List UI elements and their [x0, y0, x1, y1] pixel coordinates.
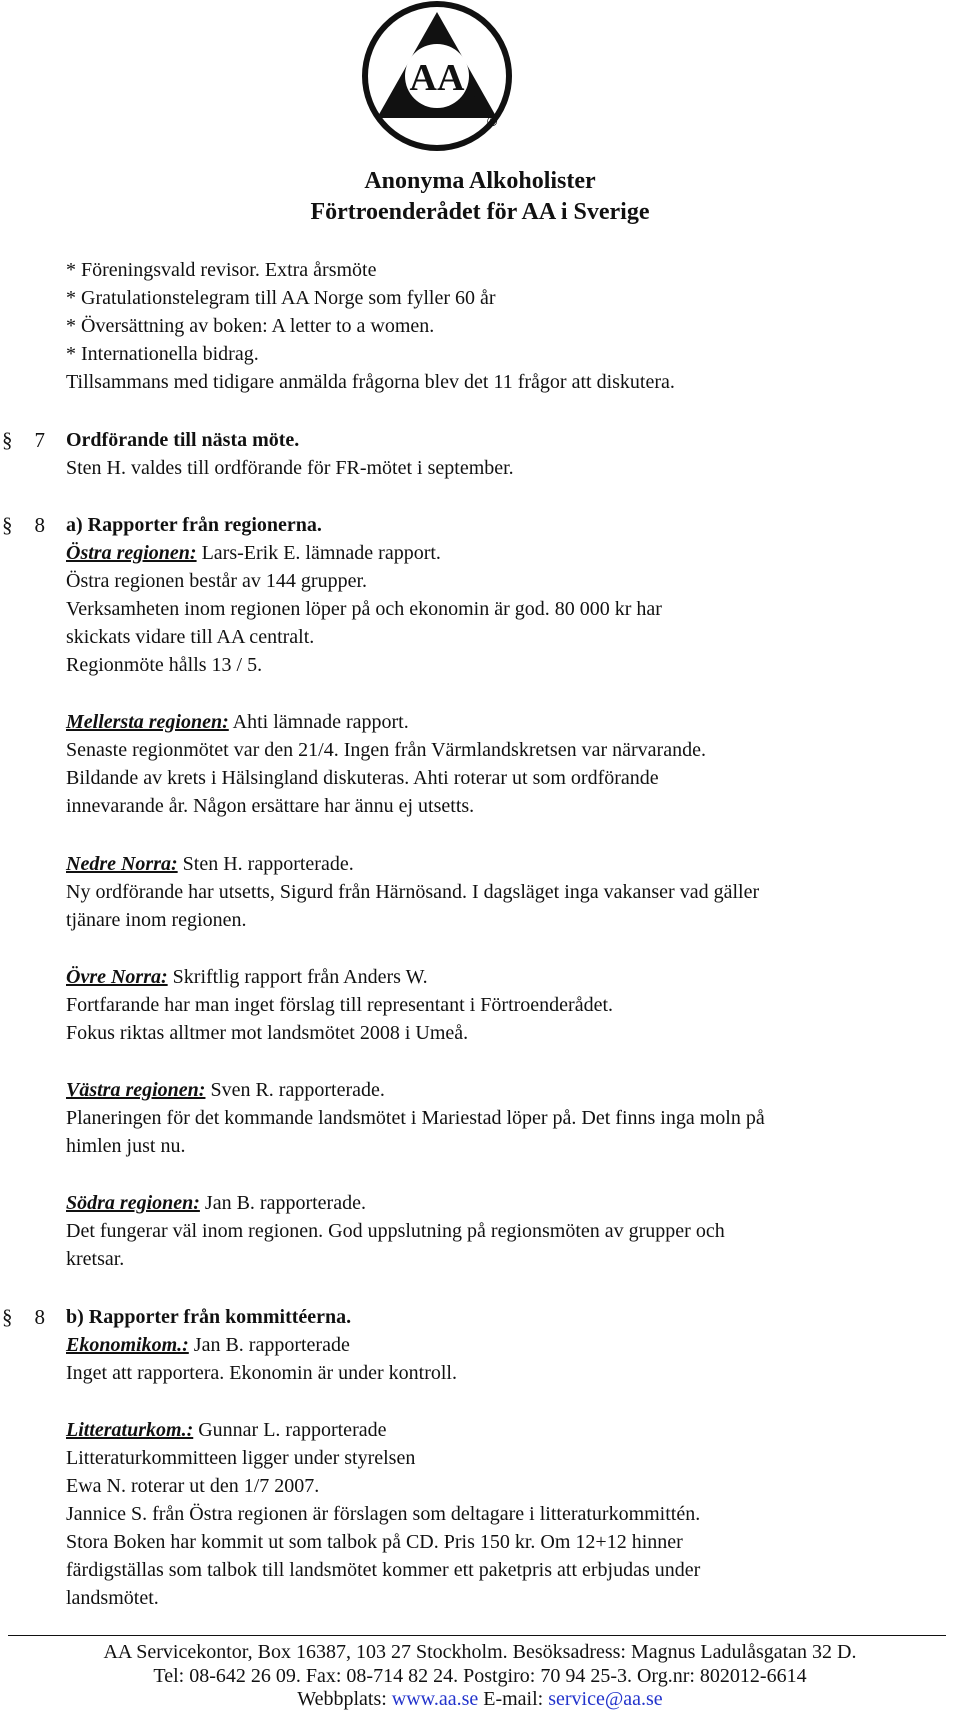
section-8a-heading: a) Rapporter från regionerna. [66, 514, 322, 536]
nedre-line: Nedre Norra: Sten H. rapporterade. [66, 853, 354, 875]
logo-text: AA [409, 57, 465, 99]
ovre-label: Övre Norra: [66, 966, 168, 988]
mellersta-text: Bildande av krets i Hälsingland diskuteras. Ahti roterar ut som ordförande [66, 767, 659, 789]
ostra-text: Östra regionen består av 144 grupper. [66, 570, 368, 592]
litteratur-text: färdigställas som talbok till landsmötet kommer ett paketpris att erbjudas under [66, 1559, 701, 1581]
sodra-label: Södra regionen: [66, 1192, 200, 1214]
ekonomi-line: Ekonomikom.: Jan B. rapporterade [66, 1334, 350, 1356]
litteratur-text: Ewa N. roterar ut den 1/7 2007. [66, 1475, 320, 1497]
vastra-text: Planeringen för det kommande landsmötet i Mariestad löper på. Det finns inga moln på [66, 1107, 765, 1129]
litteratur-line: Litteraturkom.: Gunnar L. rapporterade [66, 1419, 387, 1441]
intro-line: * Internationella bidrag. [66, 343, 259, 365]
section-7-text: Sten H. valdes till ordförande för FR-mötet i september. [66, 457, 514, 479]
footer-contact: Tel: 08-642 26 09. Fax: 08-714 82 24. Postgiro: 70 94 25-3. Org.nr: 802012-6614 [153, 1665, 807, 1687]
litteratur-text: landsmötet. [66, 1587, 159, 1609]
ovre-text: Fortfarande har man inget förslag till representant i Förtroenderådet. [66, 994, 614, 1016]
footer-address: AA Servicekontor, Box 16387, 103 27 Stockholm. Besöksadress: Magnus Ladulåsgatan 32 D. [103, 1641, 857, 1663]
sodra-text: kretsar. [66, 1248, 125, 1270]
mellersta-text: Senaste regionmötet var den 21/4. Ingen från Värmlandskretsen var närvarande. [66, 739, 706, 761]
mellersta-text: innevarande år. Någon ersättare har ännu ej utsetts. [66, 795, 475, 817]
footer-divider [8, 1635, 946, 1636]
ekonomi-text: Inget att rapportera. Ekonomin är under kontroll. [66, 1362, 457, 1384]
ekonomi-label: Ekonomikom.: [66, 1334, 189, 1356]
intro-line: Tillsammans med tidigare anmälda frågorna blev det 11 frågor att diskutera. [66, 371, 675, 393]
intro-line: * Gratulationstelegram till AA Norge som fyller 60 år [66, 287, 496, 309]
footer-web: Webbplats: www.aa.se E-mail: service@aa.se [297, 1688, 663, 1710]
ostra-text: Verksamheten inom regionen löper på och ekonomin är god. 80 000 kr har [66, 598, 662, 620]
sodra-text: Det fungerar väl inom regionen. God uppslutning på regionsmöten av grupper och [66, 1220, 725, 1242]
registered-mark: ® [487, 113, 498, 129]
nedre-text: tjänare inom regionen. [66, 909, 247, 931]
email-link[interactable]: service@aa.se [548, 1688, 663, 1710]
vastra-label: Västra regionen: [66, 1079, 206, 1101]
litteratur-text: Litteraturkommitteen ligger under styrelsen [66, 1447, 416, 1469]
intro-line: * Översättning av boken: A letter to a women. [66, 315, 435, 337]
vastra-line: Västra regionen: Sven R. rapporterade. [66, 1079, 385, 1101]
org-subtitle: Förtroenderådet för AA i Sverige [310, 199, 650, 225]
section-7-marker: § 7 [2, 428, 45, 452]
nedre-text: Ny ordförande har utsetts, Sigurd från Härnösand. I dagsläget inga vakanser vad gäller [66, 881, 760, 903]
vastra-text: himlen just nu. [66, 1135, 186, 1157]
ostra-text: Regionmöte hålls 13 / 5. [66, 654, 263, 676]
nedre-label: Nedre Norra: [66, 853, 178, 875]
litteratur-label: Litteraturkom.: [66, 1419, 194, 1441]
litteratur-text: Jannice S. från Östra regionen är förslagen som deltagare i litteraturkommittén. [66, 1503, 701, 1525]
section-8b-marker: § 8 [2, 1305, 45, 1329]
ostra-text: skickats vidare till AA centralt. [66, 626, 315, 648]
section-8a-marker: § 8 [2, 513, 45, 537]
mellersta-label: Mellersta regionen: [66, 711, 229, 733]
ostra-line: Östra regionen: Lars-Erik E. lämnade rapport. [66, 542, 441, 564]
ovre-line: Övre Norra: Skriftlig rapport från Anders W. [66, 966, 428, 988]
section-8b-heading: b) Rapporter från kommittéerna. [66, 1306, 352, 1328]
website-link[interactable]: www.aa.se [391, 1688, 479, 1710]
intro-line: * Föreningsvald revisor. Extra årsmöte [66, 259, 377, 281]
litteratur-text: Stora Boken har kommit ut som talbok på CD. Pris 150 kr. Om 12+12 hinner [66, 1531, 683, 1553]
mellersta-line: Mellersta regionen: Ahti lämnade rapport. [66, 711, 409, 733]
sodra-line: Södra regionen: Jan B. rapporterade. [66, 1192, 366, 1214]
org-name: Anonyma Alkoholister [364, 168, 596, 194]
ovre-text: Fokus riktas alltmer mot landsmötet 2008 i Umeå. [66, 1022, 469, 1044]
section-7-heading: Ordförande till nästa möte. [66, 429, 300, 451]
aa-logo [337, 0, 537, 160]
ostra-label: Östra regionen: [66, 542, 197, 564]
